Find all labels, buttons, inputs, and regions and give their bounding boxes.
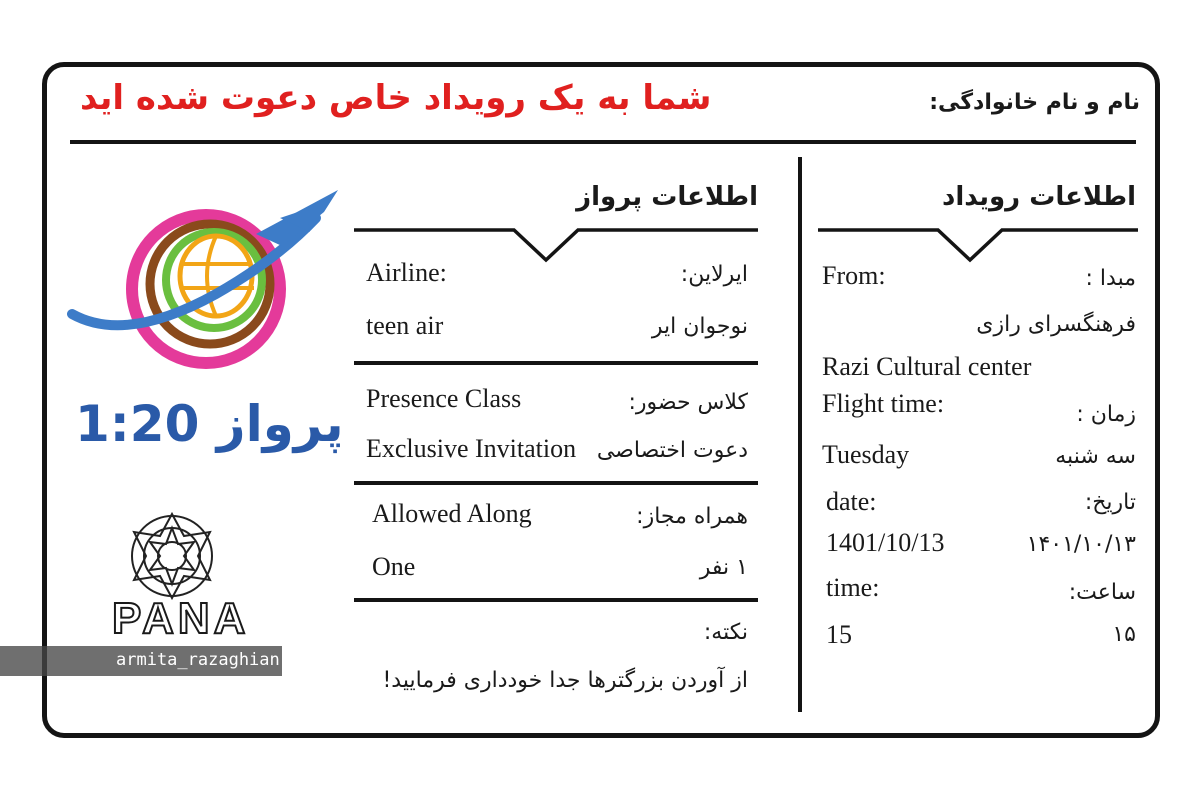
event-info-title: اطلاعات رویداد <box>941 182 1136 212</box>
day-en: Tuesday <box>822 440 910 469</box>
class-label-en: Presence Class <box>366 384 522 413</box>
class-fa: دعوت اختصاصی <box>596 438 748 463</box>
time-label-en: time: <box>826 573 880 602</box>
from-label-en: From: <box>822 261 886 290</box>
date-label-en: date: <box>826 487 877 516</box>
time-fa: ۱۵ <box>1112 622 1136 647</box>
column-divider <box>798 157 802 712</box>
event-title-divider <box>818 226 1138 266</box>
along-en: One <box>372 552 416 581</box>
from-value-fa: فرهنگسرای رازی <box>976 312 1136 337</box>
airline-label-fa: ایرلاین: <box>680 262 748 287</box>
flight-divider-1 <box>354 361 758 365</box>
along-label-en: Allowed Along <box>372 499 532 528</box>
time-en: 15 <box>826 620 852 649</box>
along-fa: ۱ نفر <box>699 555 748 580</box>
watermark: armita_razaghian <box>0 646 282 676</box>
flight-divider-2 <box>354 481 758 485</box>
note-text: از آوردن بزرگترها جدا خودداری فرمایید! <box>382 668 748 693</box>
flight-divider-3 <box>354 598 758 602</box>
airline-en: teen air <box>366 311 444 340</box>
invitation-title: شما به یک رویداد خاص دعوت شده اید <box>80 78 712 118</box>
globe-plane-icon <box>66 184 346 380</box>
time-label-fa: ساعت: <box>1068 580 1136 605</box>
flight-info-title: اطلاعات پرواز <box>576 182 758 212</box>
name-label: نام و نام خانوادگی: <box>929 90 1140 115</box>
flight-duration: پرواز 1:20 <box>75 395 344 453</box>
along-label-fa: همراه مجاز: <box>636 504 748 529</box>
day-fa: سه شنبه <box>1055 444 1136 469</box>
note-label: نکته: <box>703 620 748 645</box>
rosette-emblem-icon <box>122 508 222 604</box>
date-fa: ۱۴۰۱/۱۰/۱۳ <box>1026 532 1136 557</box>
flight-time-label-fa: زمان : <box>1076 402 1136 427</box>
class-en: Exclusive Invitation <box>366 434 577 463</box>
from-value-en: Razi Cultural center <box>822 352 1032 381</box>
date-label-fa: تاریخ: <box>1084 490 1136 515</box>
airline-fa: نوجوان ایر <box>651 314 748 339</box>
date-en: 1401/10/13 <box>826 528 945 557</box>
airline-label-en: Airline: <box>366 258 447 287</box>
class-label-fa: کلاس حضور: <box>628 390 748 415</box>
pana-logo: PANA <box>112 594 250 643</box>
from-label-fa: مبدا : <box>1085 266 1136 291</box>
header-divider <box>70 140 1136 144</box>
flight-time-label-en: Flight time: <box>822 389 945 418</box>
